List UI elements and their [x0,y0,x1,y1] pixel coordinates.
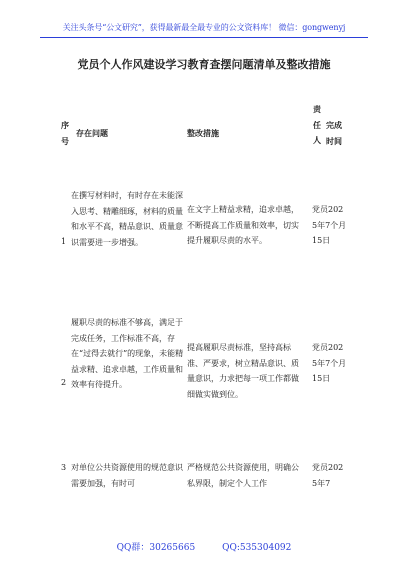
header-problem: 存在问题 [76,128,108,138]
header-person: 责任人 [313,104,321,146]
row-seq: 3 [61,463,67,472]
row-measure: 在文字上精益求精，追求卓越，不断提高工作质量和效率，切实提升履职尽责的水平。 [187,205,299,246]
row-seq: 2 [61,378,67,387]
row-problem: 在撰写材料时，有时存在未能深入思考、精雕细琢，材料的质量和水平不高，精品意识、质量意识需要进一步增强。 [71,191,183,247]
row-person-deadline: 党员2025年7 [312,463,344,488]
footer-qq-group: QQ群：30265665 [116,543,196,553]
row-problem: 对单位公共资源使用的规范意识需要加强，有时可 [71,463,183,488]
row-person-deadline: 党员2025年7个月15日 [312,205,347,246]
row-measure: 严格规范公共资源使用，明确公私界限，制定个人工作 [187,463,299,488]
header-measure: 整改措施 [187,128,219,138]
footer-qq: QQ:535304092 [222,543,292,553]
row-seq: 1 [61,237,67,246]
document-title: 党员个人作风建设学习教育查摆问题清单及整改措施 [77,58,331,71]
row-problem: 履职尽责的标准不够高，满足于完成任务，工作标准不高，存在“过得去就行”的现象，未能精益求精、追求卓越，工作质量和效率有待提升。 [71,318,184,390]
row-measure: 提高履职尽责标准，坚持高标准、严要求，树立精品意识、质量意识，力求把每一项工作都做细做实做到位。 [187,343,299,399]
header-banner: 关注头条号“公文研究”，获得最新最全最专业的公文资料库！ 微信：gongwenyj [40,22,368,38]
header-seq: 序号 [61,120,69,146]
header-deadline: 完成时间 [326,120,342,146]
row-person-deadline: 党员2025年7个月15日 [312,343,347,384]
footer [0,540,408,553]
